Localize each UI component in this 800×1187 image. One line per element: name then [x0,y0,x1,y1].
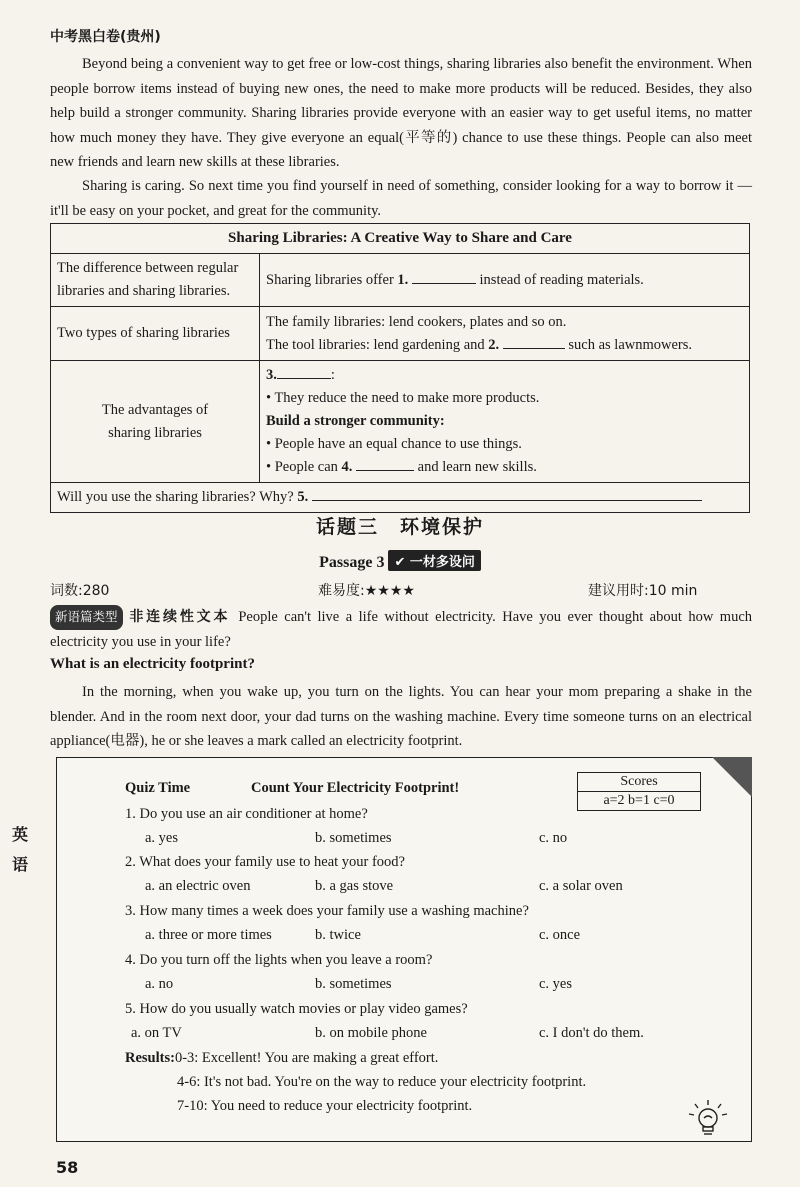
scores-box [577,772,701,811]
row4-content: Will you use the sharing libraries? Why? 5. [51,483,750,513]
q1-option-a[interactable]: a. yes [145,830,179,846]
row3-label: The advantages of sharing libraries [51,361,260,483]
q2-option-b[interactable]: b. a gas stove [315,878,394,894]
q4-option-a[interactable]: a. no [145,976,174,992]
q4-option-c[interactable]: c. yes [539,976,573,992]
q4-option-b[interactable]: b. sometimes [315,976,392,992]
q5-option-a[interactable]: a. on TV [131,1025,182,1041]
blank-4[interactable] [356,456,414,471]
lightbulb-icon [685,1098,731,1138]
q1-option-b[interactable]: b. sometimes [315,830,392,846]
row1-label: The difference between regular libraries and sharing libraries. [51,254,260,307]
corner-fold-icon [712,757,752,797]
passage-heading: Passage 3 ✔ 一材多设问 [0,550,800,572]
suggested-time: 建议用时:10 min [588,583,698,599]
result-3: 7-10: You need to reduce your electricity footprint. [177,1098,473,1114]
question-2: 2. What does your family use to heat your food? [125,854,405,870]
subject-label: 英 语 [11,825,28,874]
row1-content: Sharing libraries offer 1. instead of reading materials. [260,254,750,307]
blank-5[interactable] [312,486,702,501]
quiz-title-left: Quiz Time [125,780,191,796]
blank-1[interactable] [412,269,476,284]
q3-option-b[interactable]: b. twice [315,927,361,943]
q3-option-a[interactable]: a. three or more times [145,927,272,943]
q5-option-c[interactable]: c. I don't do them. [539,1025,644,1041]
result-2: 4-6: It's not bad. You're on the way to reduce your electricity footprint. [177,1074,587,1090]
question-5: 5. How do you usually watch movies or play video games? [125,1001,468,1017]
blank-2[interactable] [503,334,565,349]
q5-option-b[interactable]: b. on mobile phone [315,1025,427,1041]
passage-badge: ✔ 一材多设问 [388,550,480,571]
table-title: Sharing Libraries: A Creative Way to Share and Care [51,224,750,254]
q3-option-c[interactable]: c. once [539,927,581,943]
q1-option-c[interactable]: c. no [539,830,568,846]
row2-content: The family libraries: lend cookers, plates and so on. The tool libraries: lend gardening and 2. such as lawnmowers. [260,307,750,361]
paragraph-3: In the morning, when you wake up, you turn on the lights. You can hear your mom preparing a shake in the blender. And in the room next door, your dad turns on the washing machine. Every time someone turns on an electrical appliance(电器), he or she leaves a mark called an electricity footprint. [50,684,752,749]
q2-option-c[interactable]: c. a solar oven [539,878,623,894]
result-1: Results:0-3: Excellent! You are making a great effort. [125,1050,439,1066]
row3-content: 3. : • They reduce the need to make more products. Build a stronger community: • People have an equal chance to use things. • People can 4. and learn new skills. [260,361,750,483]
paragraph-1: Beyond being a convenient way to get free or low-cost things, sharing libraries also benefit the environment. When people borrow items instead of buying new ones, the need to make more products will be reduced. Besides, they also help build a stronger community. Sharing libraries provide everyone with an easier way to get useful items, no matter how much money they have. They give everyone an equal(平等的) chance to use these things. People can also meet new friends and learn new skills at these libraries. [50,56,752,170]
scores-values: a=2 b=1 c=0 [603,793,675,808]
quiz-title: Count Your Electricity Footprint! [251,780,460,796]
subheading: What is an electricity footprint? [50,656,255,672]
quiz-box [56,757,752,1142]
topic-heading: 话题三 环境保护 [315,516,484,538]
page-number: 58 [56,1158,79,1177]
book-header: 中考黑白卷(贵州) [50,29,161,45]
sharing-libraries-table [50,223,750,513]
genre-tag-zh: 非连续性文本 [126,609,231,625]
scores-title: Scores [578,773,700,792]
difficulty: 难易度:★★★★ [318,583,415,599]
question-3: 3. How many times a week does your family use a washing machine? [125,903,529,919]
question-4: 4. Do you turn off the lights when you leave a room? [125,952,433,968]
paragraph-2: Sharing is caring. So next time you find yourself in need of something, consider looking for a way to borrow it —it'll be easy on your pocket, and great for the community. [50,178,752,219]
word-count: 词数:280 [50,583,110,599]
question-1: 1. Do you use an air conditioner at home? [125,806,368,822]
row2-label: Two types of sharing libraries [51,307,260,361]
genre-tag: 新语篇类型 [50,605,123,630]
blank-3[interactable] [277,364,331,379]
intro-paragraph: 新语篇类型 非连续性文本 People can't live a life without electricity. Have you ever thought about how much electricity you use in your life? [50,605,752,654]
q2-option-a[interactable]: a. an electric oven [145,878,251,894]
